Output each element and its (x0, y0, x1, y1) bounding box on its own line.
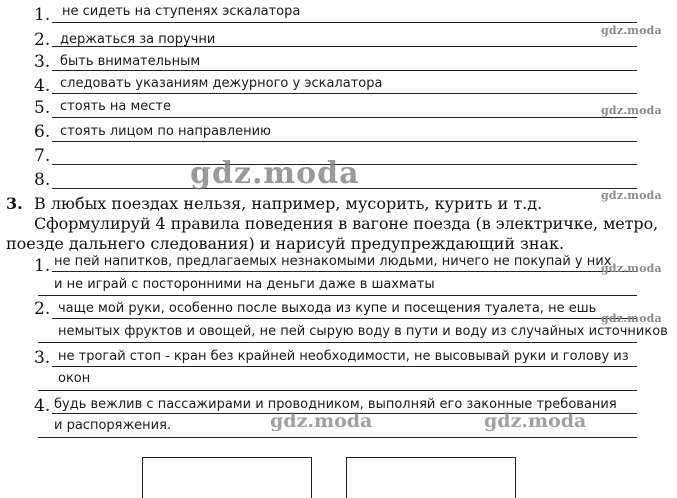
answer-line (52, 70, 637, 71)
watermark-large: gdz.moda (190, 156, 360, 191)
rule-num-3: 3. (34, 348, 51, 368)
answer-line (38, 437, 637, 438)
rule-4-line-2: и распоряжения. (54, 418, 172, 433)
rule-num-2: 2. (34, 299, 51, 319)
list1-answer-3: быть внимательным (60, 54, 201, 69)
rule-1-line-2: и не играй с посторонними на деньги даже в шахматы (54, 277, 435, 292)
answer-line (52, 93, 637, 94)
answer-line (52, 22, 637, 23)
rule-2-line-1: чаще мой руки, особенно после выхода из купе и посещения туалета, не ешь (58, 301, 597, 316)
list1-num-2: 2. (34, 30, 51, 50)
rule-3-line-2: окон (58, 371, 91, 386)
answer-line (38, 390, 637, 391)
watermark-small: gdz.moda (601, 312, 662, 325)
task3-line-2: Сформулируй 4 правила поведения в вагоне поезда (в электричке, метро, (34, 214, 659, 233)
list1-num-6: 6. (34, 122, 51, 142)
list1-num-7: 7. (34, 146, 51, 166)
list1-answer-1: не сидеть на ступенях эскалатора (62, 4, 301, 19)
list1-num-4: 4. (34, 76, 51, 96)
task3-line-1: В любых поездах нельзя, например, мусорить, курить и т.д. (34, 194, 543, 213)
watermark-small: gdz.moda (601, 104, 662, 117)
answer-line (52, 271, 637, 272)
list1-answer-4: следовать указаниям дежурного у эскалатора (60, 76, 383, 91)
answer-line (52, 117, 637, 118)
answer-line (52, 141, 637, 142)
list1-num-1: 1. (34, 5, 51, 25)
list1-num-8: 8. (34, 170, 51, 190)
task3-number: 3. (6, 194, 23, 213)
list1-num-3: 3. (34, 52, 51, 72)
rule-num-1: 1. (34, 256, 51, 276)
warning-sign-box-1 (142, 457, 312, 498)
warning-sign-box-2 (346, 457, 516, 498)
rule-2-line-2: немытых фруктов и овощей, не пей сырую воду в пути и воду из случайных источников (58, 324, 668, 339)
answer-line (52, 318, 637, 319)
rule-1-line-1: не пей напитков, предлагаемых незнакомыми людьми, ничего не покупай у них (54, 254, 612, 269)
watermark-small: gdz.moda (601, 189, 662, 202)
rule-4-line-1: будь вежлив с пассажирами и проводником, выполняй его законные требования (54, 397, 617, 412)
list1-answer-2: держаться за поручни (60, 32, 216, 47)
task3-line-3: поезде дальнего следования) и нарисуй предупреждающий знак. (6, 234, 565, 253)
list1-answer-5: стоять на месте (60, 99, 171, 114)
watermark-small: gdz.moda (601, 24, 662, 37)
watermark-medium: gdz.moda (484, 410, 587, 432)
rule-num-4: 4. (34, 396, 51, 416)
watermark-small: gdz.moda (601, 262, 662, 275)
watermark-medium: gdz.moda (270, 410, 373, 432)
answer-line (52, 366, 637, 367)
answer-line (38, 342, 637, 343)
answer-line (38, 295, 637, 296)
list1-num-5: 5. (34, 98, 51, 118)
rule-3-line-1: не трогай стоп - кран без крайней необходимости, не высовывай руки и голову из (58, 349, 629, 364)
list1-answer-6: стоять лицом по направлению (60, 124, 271, 139)
